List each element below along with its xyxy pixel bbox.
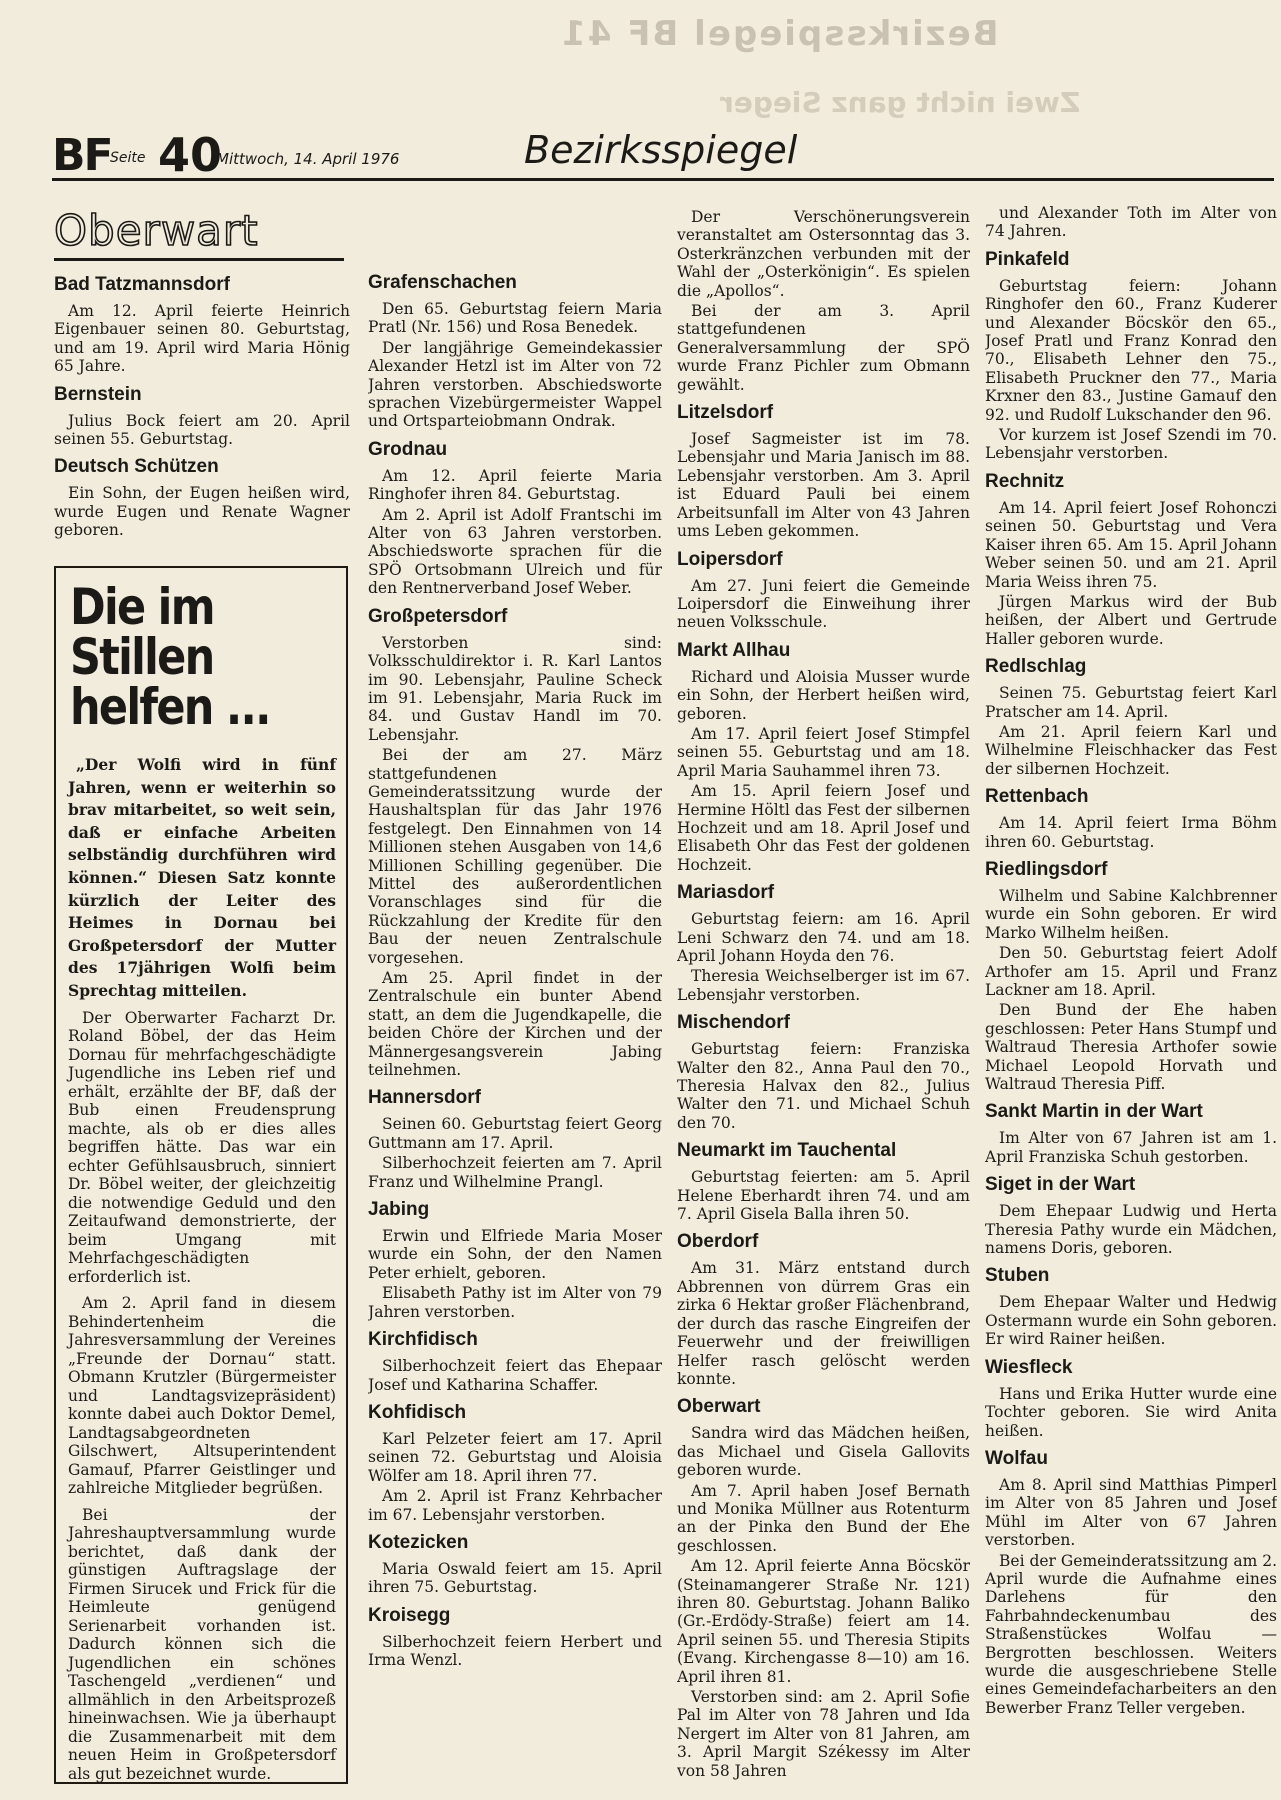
place-heading: Hannersdorf xyxy=(368,1087,481,1109)
feature-paragraph: Am 2. April fand in diesem Behindertenheim die Jahresversammlung der Vereines „Freunde der Dornau“ statt. Obmann Krutzler (Bürgermeister und Landtagsvizepräsident) konnte dabei auch Doktor Demel, Landtagsabgeordneten Gilschwert, Altsuperintendent Gamauf, Pfarrer Geistlinger und zahlreiche Mitglieder begrüßen. xyxy=(68,1294,336,1498)
news-paragraph: Verstorben sind: am 2. April Sofie Pal im Alter von 78 Jahren und Ida Nergert im Alter von 81 Jahren, am 3. April Margit Székessy im Alter von 58 Jahren xyxy=(677,1688,970,1780)
place-heading: Mischendorf xyxy=(677,1012,790,1034)
feature-lead: „Der Wolfi wird in fünf Jahren, wenn er weiterhin so brav mitarbeitet, so weit sein, daß er einfache Arbeiten selbständig durchführen wird können.“ Diesen Satz konnte kürzlich der Leiter des Heimes in Dornau bei Großpetersdorf der Mutter des 17jährigen Wolfi beim Sprechtag mitteilen. xyxy=(68,755,336,1000)
place-heading: Neumarkt im Tauchental xyxy=(677,1140,897,1162)
column-2 xyxy=(368,272,662,1800)
news-paragraph: Bei der Gemeinderatssitzung am 2. April wurde die Aufnahme eines Darlehens für den Fahrbahndeckenumbau des Straßenstückes Wolfau — Bergrotten beschlossen. Weiters wurde die ausgeschriebene Stelle eines Gemeindefacharbeiters an den Bewerber Franz Teller vergeben. xyxy=(985,1551,1277,1717)
news-paragraph: Dem Ehepaar Walter und Hedwig Ostermann wurde ein Sohn geboren. Er wird Rainer heißen. xyxy=(985,1293,1277,1349)
news-paragraph: Geburtstag feierten: am 5. April Helene Eberhardt ihren 74. und am 7. April Gisela Balla ihren 50. xyxy=(677,1168,970,1224)
news-paragraph: Seinen 75. Geburtstag feiert Karl Pratscher am 14. April. xyxy=(985,684,1277,721)
bleed-through-headline: Zwei nicht ganz Sieger xyxy=(720,86,1081,119)
place-heading: Stuben xyxy=(985,1265,1050,1287)
feature-paragraph: Bei der Jahreshauptversammlung wurde berichtet, daß dank der günstigen Auftragslage der Firmen Sirucek und Frick für die Heimleute genügend Serienarbeit vorhanden ist. Dadurch können sich die Jugendlichen ein schönes Taschengeld „verdienen“ und allmählich in den Arbeitsprozeß hineinwachsen. Wie ja überhaupt die Zusammenarbeit mit dem neuen Heim in Großpetersdorf als gut bezeichnet wurde. xyxy=(68,1505,336,1783)
place-heading: Redlschlag xyxy=(985,656,1087,678)
section-title: Bezirksspiegel xyxy=(524,128,798,172)
place-heading: Litzelsdorf xyxy=(677,402,774,424)
news-paragraph: Bei der am 3. April stattgefundenen Generalversammlung der SPÖ wurde Franz Pichler zum Obmann gewählt. xyxy=(677,302,970,394)
news-paragraph: Bei der am 27. März stattgefundenen Gemeinderatssitzung wurde der Haushaltsplan für das Jahr 1976 festgelegt. Den Einnahmen von 14 Millionen stehen Ausgaben von 14,6 Millionen Schilling gegenüber. Die Mittel des außerordentlichen Voranschlages sind für die Rückzahlung der Kredite für den Bau der neuen Zentralschule vorgesehen. xyxy=(368,746,662,967)
place-heading: Grodnau xyxy=(368,438,448,460)
news-paragraph: Am 7. April haben Josef Bernath und Monika Müllner aus Rotenturm an der Pinka den Bund der Ehe geschlossen. xyxy=(677,1481,970,1555)
place-heading: Rettenbach xyxy=(985,786,1089,808)
news-paragraph: Am 21. April feiern Karl und Wilhelmine Fleischhacker das Fest der silbernen Hochzeit. xyxy=(985,722,1277,778)
place-heading: Kohfidisch xyxy=(368,1401,467,1423)
news-paragraph: Hans und Erika Hutter wurde eine Tochter geboren. Sie wird Anita heißen. xyxy=(985,1384,1277,1440)
place-heading: Sankt Martin in der Wart xyxy=(985,1101,1203,1123)
news-paragraph: Silberhochzeit feiert das Ehepaar Josef und Katharina Schaffer. xyxy=(368,1357,662,1394)
bleed-through-header: Bezirksspiegel BF 41 xyxy=(560,14,999,54)
news-paragraph: Am 12. April feierte Maria Ringhofer ihren 84. Geburtstag. xyxy=(368,466,662,504)
place-heading: Wiesfleck xyxy=(985,1356,1073,1378)
news-paragraph: Theresia Weichselberger ist im 67. Lebensjahr verstorben. xyxy=(677,967,970,1004)
page-number: 40 xyxy=(158,128,223,182)
news-paragraph: Silberhochzeit feierten am 7. April Franz und Wilhelmine Prangl. xyxy=(368,1154,662,1191)
news-paragraph: Am 14. April feiert Irma Böhm ihren 60. Geburtstag. xyxy=(985,814,1277,851)
news-paragraph: Silberhochzeit feiern Herbert und Irma Wenzl. xyxy=(368,1632,662,1670)
news-paragraph: Den 65. Geburtstag feiern Maria Pratl (Nr. 156) und Rosa Benedek. xyxy=(368,300,662,337)
news-paragraph: Karl Pelzeter feiert am 17. April seinen 72. Geburtstag und Aloisia Wölfer am 18. April ihren 77. xyxy=(368,1429,662,1485)
news-paragraph: Geburtstag feiern: Johann Ringhofer den 60., Franz Kuderer und Alexander Böcskör den 65., Josef Pratl und Franz Konrad den 70., Elisabeth Lehner den 75., Elisabeth Pruckner den 77., Maria Krxner den 83., Justine Gamauf den 92. und Rudolf Lukschander den 96. xyxy=(985,276,1277,424)
news-paragraph: Verstorben sind: Volksschuldirektor i. R. Karl Lantos im 90. Lebensjahr, Pauline Scheck im 91. Lebensjahr, Maria Ruck im 84. und Gustav Handl im 70. Lebensjahr. xyxy=(368,633,662,744)
news-paragraph: Ein Sohn, der Eugen heißen wird, wurde Eugen und Renate Wagner geboren. xyxy=(54,484,350,540)
place-heading: Markt Allhau xyxy=(677,639,791,661)
news-paragraph: Am 12. April feierte Heinrich Eigenbauer seinen 80. Geburtstag, und am 19. April wird Maria Hönig 65 Jahre. xyxy=(54,302,350,376)
place-heading: Rechnitz xyxy=(985,470,1065,492)
place-heading: Kroisegg xyxy=(368,1604,451,1626)
news-paragraph: Am 14. April feiert Josef Rohonczi seinen 50. Geburtstag und Vera Kaiser ihren 65. Am 15. April Johann Weber seinen 50. und am 21. April Maria Weiss ihren 75. xyxy=(985,498,1277,591)
news-paragraph: Maria Oswald feiert am 15. April ihren 75. Geburtstag. xyxy=(368,1559,662,1597)
page-label: Seite xyxy=(110,150,146,166)
place-heading: Bernstein xyxy=(54,383,142,405)
news-paragraph: Am 12. April feierte Anna Böcskör (Steinamangerer Straße Nr. 121) ihren 80. Geburtstag. Johann Baliko (Gr.-Erdödy-Straße) feiert am 14. April seinen 55. und Theresia Stipits (Evang. Kirchengasse 8—10) am 16. April ihren 81. xyxy=(677,1557,970,1686)
news-paragraph: Am 2. April ist Adolf Frantschi im Alter von 63 Jahren verstorben. Abschiedsworte sprachen für die SPÖ Ortsobmann Ulreich und für den Rentnerverband Josef Weber. xyxy=(368,505,662,598)
place-heading: Grafenschachen xyxy=(368,272,517,293)
news-paragraph: Erwin und Elfriede Maria Moser wurde ein Sohn, der den Namen Peter erhielt, geboren. xyxy=(368,1227,662,1282)
news-paragraph: Am 31. März entstand durch Abbrennen von dürrem Gras ein zirka 6 Hektar großer Flächenbrand, der durch das rasche Eingreifen der Feuerwehr und der freiwilligen Helfer rasch gelöscht werden konnte. xyxy=(677,1259,970,1388)
news-paragraph: Am 27. Juni feiert die Gemeinde Loipersdorf die Einweihung ihrer neuen Volksschule. xyxy=(677,576,970,632)
news-paragraph: Den Bund der Ehe haben geschlossen: Peter Hans Stumpf und Waltraud Theresia Arthofer sowie Michael Leopold Horvath und Waltraud Theresia Piff. xyxy=(985,1001,1277,1094)
news-paragraph: und Alexander Toth im Alter von 74 Jahren. xyxy=(985,204,1277,241)
masthead xyxy=(52,128,1274,181)
issue-date: Mittwoch, 14. April 1976 xyxy=(216,150,400,168)
feature-headline-line-1: Die im Stillen xyxy=(70,578,214,686)
news-paragraph: Julius Bock feiert am 20. April seinen 55. Geburtstag. xyxy=(54,411,350,449)
news-paragraph: Seinen 60. Geburtstag feiert Georg Guttmann am 17. April. xyxy=(368,1115,662,1152)
news-paragraph: Am 15. April feiern Josef und Hermine Höltl das Fest der silbernen Hochzeit und am 18. April Josef und Elisabeth Ohr das Fest der goldenen Hochzeit. xyxy=(677,782,970,874)
feature-headline-line-2: helfen ... xyxy=(70,678,270,736)
column-4 xyxy=(985,204,1277,1800)
news-paragraph: Richard und Aloisia Musser wurde ein Sohn, der Herbert heißen wird, geboren. xyxy=(677,667,970,723)
news-paragraph: Den 50. Geburtstag feiert Adolf Arthofer am 15. April und Franz Lackner am 18. April. xyxy=(985,944,1277,999)
news-paragraph: Vor kurzem ist Josef Szendi im 70. Lebensjahr verstorben. xyxy=(985,426,1277,463)
place-heading: Mariasdorf xyxy=(677,882,775,904)
column-3 xyxy=(677,208,970,1800)
region-rule xyxy=(54,258,344,261)
news-paragraph: Am 8. April sind Matthias Pimperl im Alter von 85 Jahren und Josef Mühl im Alter von 67 Jahren verstorben. xyxy=(985,1475,1277,1550)
news-paragraph: Der Verschönerungsverein veranstaltet am Ostersonntag das 3. Osterkränzchen verbunden mit der Wahl der „Osterkönigin“. Es spielen die „Apollos“. xyxy=(677,208,970,300)
feature-headline xyxy=(70,578,299,736)
place-heading: Oberwart xyxy=(677,1396,761,1418)
news-paragraph: Der langjährige Gemeindekassier Alexander Hetzl ist im Alter von 72 Jahren verstorben. Abschiedsworte sprachen Vizebürgermeister Wappel und Ortsparteiobmann Ondrak. xyxy=(368,338,662,431)
feature-box xyxy=(54,566,348,1784)
column-1 xyxy=(54,274,350,564)
news-paragraph: Dem Ehepaar Ludwig und Herta Theresia Pathy wurde ein Mädchen, namens Doris, geboren. xyxy=(985,1202,1277,1258)
place-heading: Wolfau xyxy=(985,1447,1048,1469)
place-heading: Siget in der Wart xyxy=(985,1174,1136,1196)
place-heading: Großpetersdorf xyxy=(368,605,508,627)
place-heading: Jabing xyxy=(368,1199,430,1221)
place-heading: Riedlingsdorf xyxy=(985,858,1108,880)
feature-paragraph: Der Oberwarter Facharzt Dr. Roland Böbel, der das Heim Dornau für mehrfachgeschädigte Jugendliche ins Leben rief und erhält, erzählte der BF, daß der Bub einen Freudensprung machte, als ob er dies alles begriffen hätte. Das war ein echter Gefühlsausbruch, sinniert Dr. Böbel weiter, der gleichzeitig die notwendige Geduld und den Zeitaufwand demonstrierte, der beim Umgang mit Mehrfachgeschädigten erforderlich ist. xyxy=(68,1008,336,1286)
place-heading: Bad Tatzmannsdorf xyxy=(54,274,230,295)
place-heading: Kirchfidisch xyxy=(368,1329,478,1351)
news-paragraph: Jürgen Markus wird der Bub heißen, der Albert und Gertrude Haller geboren wurde. xyxy=(985,592,1277,648)
news-paragraph: Am 25. April findet in der Zentralschule ein bunter Abend statt, an dem die Jugendkapelle, die beiden Chöre der Kirchen und der Männergesangsverein Jabing teilnehmen. xyxy=(368,969,662,1080)
place-heading: Deutsch Schützen xyxy=(54,456,219,478)
news-paragraph: Sandra wird das Mädchen heißen, das Michael und Gisela Gallovits geboren wurde. xyxy=(677,1424,970,1480)
news-paragraph: Wilhelm und Sabine Kalchbrenner wurde ein Sohn geboren. Er wird Marko Wilhelm heißen. xyxy=(985,886,1277,942)
place-heading: Loipersdorf xyxy=(677,548,783,570)
news-paragraph: Geburtstag feiern: am 16. April Leni Schwarz den 74. und am 18. April Johann Hoyda den 76. xyxy=(677,910,970,965)
news-paragraph: Josef Sagmeister ist im 78. Lebensjahr und Maria Janisch im 88. Lebensjahr verstorben. Am 3. April ist Eduard Pauli bei einem Arbeitsunfall im Alter von 43 Jahren ums Leben gekommen. xyxy=(677,430,970,541)
place-heading: Kotezicken xyxy=(368,1531,469,1553)
news-paragraph: Elisabeth Pathy ist im Alter von 79 Jahren verstorben. xyxy=(368,1284,662,1321)
region-heading: Oberwart xyxy=(54,206,259,255)
news-paragraph: Geburtstag feiern: Franziska Walter den 82., Anna Paul den 70., Theresia Halvax den 82., Julius Walter den 71. und Michael Schuh den 70. xyxy=(677,1040,970,1132)
news-paragraph: Am 17. April feiert Josef Stimpfel seinen 55. Geburtstag und am 18. April Maria Sauhammel ihren 73. xyxy=(677,724,970,780)
place-heading: Pinkafeld xyxy=(985,248,1070,270)
brand-logo: BF xyxy=(52,130,112,181)
news-paragraph: Am 2. April ist Franz Kehrbacher im 67. Lebensjahr verstorben. xyxy=(368,1487,662,1524)
place-heading: Oberdorf xyxy=(677,1231,759,1253)
news-paragraph: Im Alter von 67 Jahren ist am 1. April Franziska Schuh gestorben. xyxy=(985,1129,1277,1166)
